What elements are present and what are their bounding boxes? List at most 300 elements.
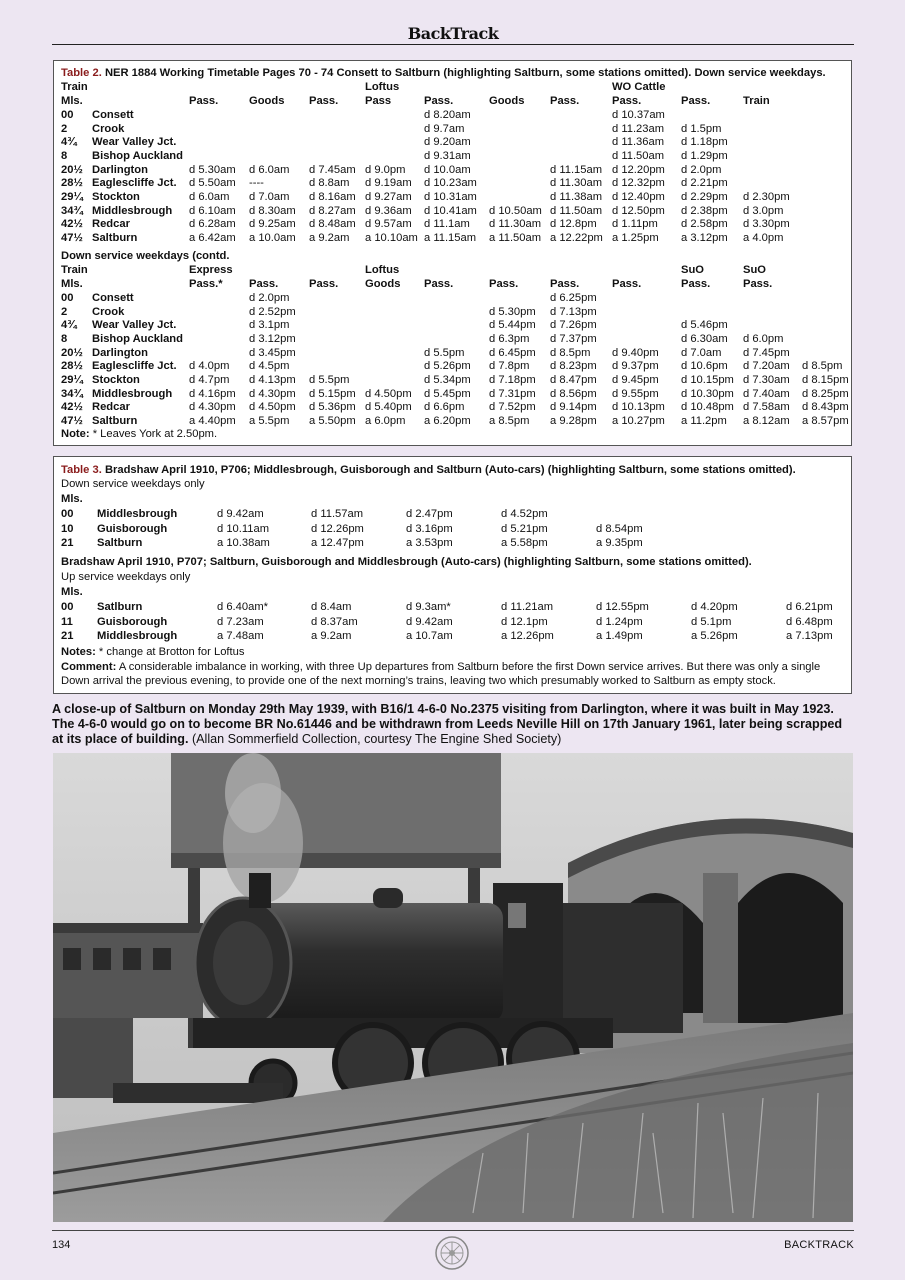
table-3-title-text: Bradshaw April 1910, P706; Middlesbrough, Guisborough and Saltburn (Auto-cars) (highlighting Saltburn, some stations omitted). [104,464,796,476]
table-cell: d 9.7am [424,122,465,135]
table-cell: d 9.19am [365,177,412,190]
table-3-down-label: Down service weekdays only [61,478,205,490]
table-cell: d 9.14pm [550,401,597,414]
table-cell: Bishop Auckland [92,149,183,162]
table-cell: d 3.30pm [743,218,790,231]
table-cell: d 12.20pm [612,163,665,176]
table-cell: Eaglescliffe Jct. [92,177,177,190]
table-cell: a 12.26pm [501,630,554,642]
table-cell: d 9.55pm [612,387,659,400]
table-cell: d 5.50am [189,177,236,190]
table-cell: d 4.50pm [365,387,412,400]
table-cell: d 5.21pm [501,522,548,535]
caption-credit: (Allan Sommerfield Collection, courtesy The Engine Shed Society) [188,732,562,746]
table-cell: Guisborough [97,522,168,535]
table-cell: d 2.30pm [743,190,790,203]
table-cell: Wear Valley Jct. [92,136,177,149]
table-row [54,360,851,374]
table-cell: a 6.20pm [424,414,471,427]
table-cell: 00 [61,508,74,520]
table-cell: d 9.45pm [612,373,659,386]
table-row [54,191,851,205]
table-cell: Wear Valley Jct. [92,319,177,332]
table-cell: d 9.36am [365,204,412,217]
table-header-cell: SuO [681,264,704,276]
table-cell: d 2.47pm [406,508,453,520]
table-cell: d 9.31am [424,149,471,162]
table-cell: 2 [61,122,68,135]
table-3-up-mls: Mls. [61,586,83,598]
table-cell: 21 [61,537,74,549]
table-cell: d 3.12pm [249,332,296,345]
table-cell: a 4.40pm [189,414,236,427]
table-header-cell: Train [61,264,88,276]
table-cell: 8 [61,332,68,345]
table-cell: d 7.0am [249,190,290,203]
table-cell: d 10.31am [424,190,477,203]
table-row [54,205,851,219]
table-cell: d 8.16am [309,190,356,203]
table-cell: Darlington [92,163,148,176]
table-cell: Guisborough [97,615,168,628]
table-cell: d 3.45pm [249,346,296,359]
table-cell: d 11.15am [550,163,603,176]
table-cell: d 2.21pm [681,177,728,190]
table-cell: d 4.7pm [189,373,230,386]
photo-caption [52,702,856,747]
table-header-cell: Pass. [612,278,642,290]
table-cell: d 8.5pm [802,360,843,373]
table-header-cell: Pass.* [189,278,223,290]
table-3-title [61,464,796,478]
table-cell: d 7.13pm [550,305,597,318]
table-cell: 00 [61,292,74,304]
table-header-row [54,81,851,95]
table-row [54,601,851,615]
table-2-label: Table 2. [61,67,102,79]
table-cell: Stockton [92,373,140,386]
table-cell: d 6.21pm [786,601,833,613]
table-cell: d 8.54pm [596,522,643,535]
table-row [54,333,851,347]
table-3-label: Table 3. [61,464,102,476]
table-cell: d 6.3pm [489,332,530,345]
table-cell: d 8.37am [311,615,358,628]
magazine-name: BACKTRACK [784,1239,854,1251]
table-header-cell: SuO [743,264,766,276]
table-header-cell: Pass. [309,278,339,290]
table-cell: d 2.0pm [249,292,290,304]
table-cell: 28½ [61,360,83,373]
table-cell: d 7.18pm [489,373,536,386]
table-header-cell: Pass. [681,278,711,290]
table-cell: d 7.0am [681,346,722,359]
table-header-cell: Pass. [249,278,279,290]
table-cell: a 8.12am [743,414,790,427]
table-cell: d 9.27am [365,190,412,203]
table-2-note [61,428,217,442]
table-cell: d 4.50pm [249,401,296,414]
page-number: 134 [52,1239,71,1251]
table-3 [53,456,852,694]
table-header-cell: Pass. [489,278,519,290]
table-cell: d 4.52pm [501,508,548,520]
table-cell: a 1.49pm [596,630,643,642]
table-cell: d 6.40am* [217,601,268,613]
table-cell: Middlesbrough [92,204,173,217]
table-header-cell: Loftus [365,81,400,93]
table-row [54,508,851,522]
table-cell: d 7.8pm [489,360,530,373]
table-cell: a 11.15am [424,231,477,244]
table-cell: d 2.0pm [681,163,722,176]
table-cell: Saltburn [92,414,138,427]
table-header-cell: Pass. [424,278,454,290]
table-cell: d 6.48pm [786,615,833,628]
table-cell: d 8.4am [311,601,352,613]
table-cell: d 12.32pm [612,177,665,190]
table-cell: 00 [61,601,74,613]
table-header-cell: Pass. [550,95,580,107]
table-cell: d 6.0pm [743,332,784,345]
table-cell: Redcar [92,218,130,231]
table-cell: d 5.5pm [309,373,350,386]
table-cell: a 10.27pm [612,414,665,427]
table-cell: Middlesbrough [97,508,178,520]
table-3-notes-text: * change at Brotton for Loftus [95,646,245,658]
locomotive-photo [53,753,853,1222]
table-cell: Satlburn [97,601,143,613]
table-cell: d 1.24pm [596,615,643,628]
table-row [54,523,851,537]
table-header-cell: Train [61,81,88,93]
table-cell: a 9.28pm [550,414,597,427]
table-cell: a 5.5pm [249,414,290,427]
table-cell: ---- [249,177,264,190]
table-2-note-text: * Leaves York at 2.50pm. [89,428,218,440]
table-cell: 10 [61,522,74,535]
table-2-title [61,67,826,81]
table-cell: a 8.57pm [802,414,849,427]
table-row [54,347,851,361]
table-cell: d 9.25am [249,218,296,231]
table-cell: Crook [92,122,125,135]
table-cell: d 4.30pm [249,387,296,400]
table-cell: d 1.29pm [681,149,728,162]
table-header-cell: Pass. [612,95,642,107]
table-row [54,415,851,429]
table-row [54,401,851,415]
table-3-title-2: Bradshaw April 1910, P707; Saltburn, Guisborough and Middlesbrough (Auto-cars) (highlighting Saltburn, some stations omitted). [61,556,752,568]
table-cell: d 7.45am [309,163,356,176]
table-cell: d 8.56pm [550,387,597,400]
table-cell: 11 [61,615,73,628]
table-cell: d 5.5pm [424,346,465,359]
table-cell: 00 [61,109,74,121]
table-cell: d 5.30pm [489,305,536,318]
table-cell: d 11.57am [311,508,364,520]
table-cell: 8 [61,149,68,162]
table-cell: d 10.13pm [612,401,665,414]
table-cell: d 1.5pm [681,122,722,135]
table-row [54,232,851,246]
table-cell: d 12.26pm [311,522,364,535]
table-cell: d 4.5pm [249,360,290,373]
table-cell: Consett [92,109,134,121]
table-cell: d 8.20am [424,109,471,121]
table-cell: d 8.27am [309,204,356,217]
table-cell: d 9.37pm [612,360,659,373]
table-cell: a 10.38am [217,537,270,549]
table-cell: d 8.30am [249,204,296,217]
table-cell: d 4.0pm [189,360,230,373]
table-cell: a 10.0am [249,231,296,244]
table-header-cell: Pass. [309,95,339,107]
table-cell: a 7.13pm [786,630,833,642]
table-cell: d 10.6pm [681,360,728,373]
table-header-cell: Mls. [61,278,83,290]
table-cell: a 3.53pm [406,537,453,549]
table-cell: a 7.48am [217,630,264,642]
table-cell: d 10.0am [424,163,471,176]
table-header-cell: Mls. [61,95,83,107]
table-cell: d 8.25pm [802,387,849,400]
table-cell: 20½ [61,163,83,176]
masthead [52,22,854,45]
table-cell: 28½ [61,177,83,190]
table-cell: d 9.42am [406,615,453,628]
table-cell: d 7.30am [743,373,790,386]
table-cell: a 9.2am [309,231,350,244]
table-header-cell: Loftus [365,264,400,276]
table-3-up-label: Up service weekdays only [61,571,191,583]
table-cell: d 4.20pm [691,601,738,613]
table-3-comment-text: A considerable imbalance in working, with three Up departures from Saltburn before the first Down service arrives. But there was only a single Down arrival the previous evening, to provide one of the next morning’s trains, leaving two which presumably worked to Saltburn as empty stock. [61,661,821,687]
table-cell: d 8.5pm [550,346,591,359]
table-cell: Redcar [92,401,130,414]
table-row [54,537,851,551]
table-row [54,319,851,333]
table-cell: d 12.40pm [612,190,665,203]
table-row [54,109,851,123]
table-cell: d 1.11pm [612,218,658,231]
table-cell: d 5.40pm [365,401,412,414]
table-cell: 47½ [61,231,83,244]
table-header-row [54,95,851,109]
table-cell: d 8.43pm [802,401,849,414]
table-cell: d 9.20am [424,136,471,149]
table-cell: 34¾ [61,204,83,217]
table-cell: 4¾ [61,319,77,332]
table-header-cell: WO Cattle [612,81,666,93]
table-cell: a 6.0pm [365,414,406,427]
table-2-contd-label: Down service weekdays (contd. [61,250,230,262]
table-cell: a 11.50am [489,231,542,244]
table-cell: d 6.28am [189,218,236,231]
table-cell: d 11.50am [612,149,665,162]
table-cell: a 12.22pm [550,231,603,244]
table-cell: Middlesbrough [97,630,178,642]
table-cell: d 4.30pm [189,401,236,414]
table-cell: a 5.58pm [501,537,548,549]
table-cell: 29¼ [61,190,83,203]
table-cell: d 6.0am [249,163,290,176]
table-cell: d 8.15pm [802,373,849,386]
table-header-cell: Express [189,264,233,276]
table-cell: d 10.11am [217,522,270,535]
table-cell: d 5.44pm [489,319,536,332]
table-3-notes [61,646,244,660]
table-cell: d 11.30am [489,218,542,231]
table-header-cell: Goods [365,278,401,290]
table-cell: d 7.45pm [743,346,790,359]
table-header-cell: Pass. [743,278,773,290]
table-cell: Saltburn [92,231,138,244]
table-cell: d 7.20am [743,360,790,373]
table-row [54,292,851,306]
table-cell: a 6.42am [189,231,236,244]
table-3-notes-label: Notes: [61,646,96,658]
table-3-comment-label: Comment: [61,661,117,673]
table-cell: a 5.26pm [691,630,738,642]
caption-main: A close-up of Saltburn on Monday 29th May 1939, with B16/1 4-6-0 No.2375 visiting from Darlington, where it was built in May 1923. The 4-6-0 would go on to become BR No.61446 and be withdrawn from Leeds Neville Hill on 17th January 1961, later being scrapped at its place of building. [52,702,843,746]
table-row [54,123,851,137]
table-row [54,150,851,164]
table-cell: Crook [92,305,125,318]
table-row [54,630,851,644]
table-cell: d 7.40am [743,387,790,400]
page-footer [52,1230,854,1261]
masthead-logo: BackTrack [407,24,499,43]
table-cell: a 10.7am [406,630,453,642]
table-cell: d 6.0am [189,190,230,203]
table-cell: Consett [92,292,134,304]
table-row [54,164,851,178]
table-cell: d 7.37pm [550,332,597,345]
locomotive-photo-image [53,753,853,1222]
table-cell: d 4.16pm [189,387,236,400]
table-header-cell: Pass [365,95,392,107]
table-cell: d 9.0pm [365,163,406,176]
table-cell: d 4.13pm [249,373,296,386]
table-3-comment [61,660,843,688]
table-cell: 34¾ [61,387,83,400]
wheel-emblem-icon [434,1235,470,1271]
table-2-note-label: Note: [61,428,90,440]
table-cell: d 11.30am [550,177,603,190]
table-cell: a 11.2pm [681,414,727,427]
table-row [54,136,851,150]
table-cell: d 5.1pm [691,615,732,628]
table-row [54,177,851,191]
table-cell: d 7.26pm [550,319,597,332]
table-cell: d 2.29pm [681,190,728,203]
table-cell: d 5.30am [189,163,236,176]
table-row [54,616,851,630]
table-cell: Stockton [92,190,140,203]
table-cell: a 1.25pm [612,231,659,244]
table-header-row [54,278,851,292]
table-header-cell: Train [743,95,770,107]
table-cell: Eaglescliffe Jct. [92,360,177,373]
table-header-cell: Pass. [550,278,580,290]
table-row [54,218,851,232]
table-header-cell: Pass. [189,95,219,107]
table-cell: d 12.50pm [612,204,665,217]
table-cell: d 2.52pm [249,305,296,318]
table-cell: d 7.52pm [489,401,536,414]
table-cell: d 5.36pm [309,401,356,414]
table-cell: d 6.30am [681,332,728,345]
table-cell: a 3.12pm [681,231,728,244]
table-cell: d 10.15pm [681,373,734,386]
table-cell: d 9.42am [217,508,264,520]
table-cell: d 10.37am [612,109,665,121]
table-cell: d 11.1am [424,218,470,231]
table-cell: d 5.26pm [424,360,471,373]
table-cell: d 11.23am [612,122,665,135]
table-cell: Bishop Auckland [92,332,183,345]
table-row [54,388,851,402]
table-cell: d 8.23pm [550,360,597,373]
table-row [54,374,851,388]
table-cell: d 9.40pm [612,346,659,359]
table-header-cell: Goods [489,95,525,107]
table-cell: d 10.30pm [681,387,734,400]
table-cell: d 10.50am [489,204,542,217]
table-cell: d 12.1pm [501,615,548,628]
table-cell: a 5.50pm [309,414,356,427]
table-header-cell: Pass. [681,95,711,107]
table-cell: d 10.23am [424,177,477,190]
table-cell: d 11.38am [550,190,603,203]
table-cell: d 10.41am [424,204,477,217]
table-cell: 42½ [61,401,83,414]
table-cell: a 4.0pm [743,231,784,244]
table-cell: 21 [61,630,74,642]
table-cell: d 11.36am [612,136,665,149]
table-2-title-text: NER 1884 Working Timetable Pages 70 - 74 Consett to Saltburn (highlighting Saltburn, some stations omitted). Down service weekdays. [104,67,826,79]
table-cell: d 5.34pm [424,373,471,386]
table-cell: d 3.16pm [406,522,453,535]
table-row [54,306,851,320]
table-3-down-mls: Mls. [61,493,83,505]
table-header-row [54,264,851,278]
table-cell: a 9.2am [311,630,352,642]
table-cell: d 2.58pm [681,218,728,231]
table-cell: 29¼ [61,373,83,386]
table-cell: d 8.47pm [550,373,597,386]
table-cell: d 5.46pm [681,319,728,332]
table-cell: a 10.10am [365,231,418,244]
table-cell: d 8.48am [309,218,356,231]
table-cell: Saltburn [97,537,143,549]
table-cell: 4¾ [61,136,77,149]
table-cell: d 7.58am [743,401,790,414]
table-cell: d 5.45pm [424,387,471,400]
table-cell: d 1.18pm [681,136,728,149]
table-cell: 47½ [61,414,83,427]
table-cell: d 12.55pm [596,601,649,613]
table-cell: 42½ [61,218,83,231]
table-2 [53,60,852,446]
table-cell: Middlesbrough [92,387,173,400]
table-cell: d 6.45pm [489,346,536,359]
table-cell: a 12.47pm [311,537,364,549]
table-cell: d 11.50am [550,204,603,217]
table-cell: 20½ [61,346,83,359]
table-cell: d 11.21am [501,601,554,613]
